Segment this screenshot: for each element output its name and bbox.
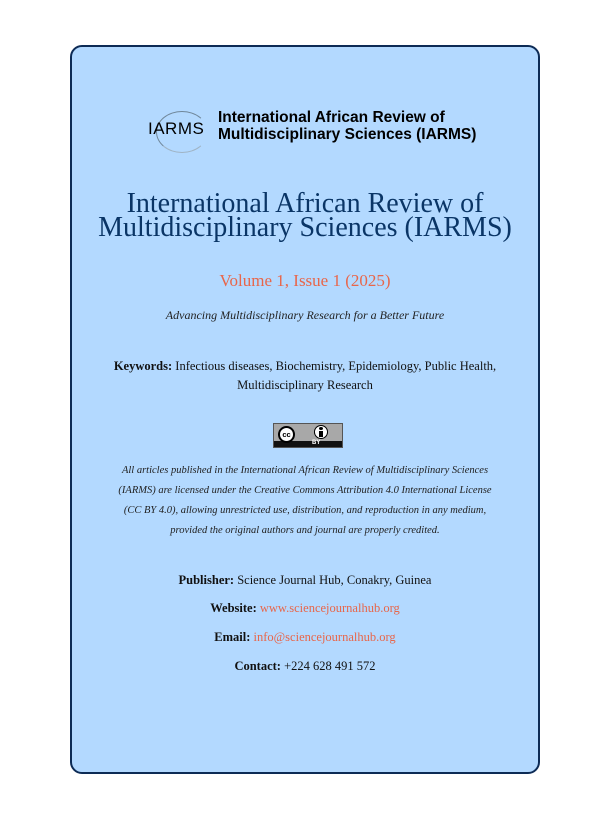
tagline: Advancing Multidisciplinary Research for a Better Future: [165, 308, 445, 322]
publisher: [72, 573, 538, 588]
license-line1: All articles published in the International African Review of Multidisciplinary Sciences: [121, 465, 489, 476]
publisher-value: Science Journal Hub, Conakry, Guinea: [237, 573, 432, 587]
license-statement: [82, 461, 528, 541]
logo-mark-text: IARMS: [148, 119, 205, 138]
attribution-icon-head: [319, 427, 323, 430]
license-line4: provided the original authors and journal are properly credited.: [170, 525, 440, 536]
keywords-line1: Infectious diseases, Biochemistry, Epidemiology, Public Health,: [175, 359, 497, 373]
cover-card: [70, 45, 540, 774]
attribution-icon-body: [319, 431, 323, 437]
journal-title-line1: International African Review of: [126, 188, 484, 219]
publisher-label: Publisher:: [178, 573, 235, 587]
keywords-line2: Multidisciplinary Research: [237, 378, 373, 392]
keywords-label: Keywords:: [113, 359, 173, 373]
logo-mark: [148, 111, 214, 143]
journal-logo: [148, 107, 488, 147]
website-label: Website:: [210, 601, 257, 615]
phone-value: +224 628 491 572: [284, 659, 376, 673]
logo-name-line1: International African Review of: [218, 109, 445, 126]
license-line3: (CC BY 4.0), allowing unrestricted use, distribution, and reproduction in any medium,: [123, 505, 487, 516]
email: [72, 630, 538, 645]
phone-contact: [72, 659, 538, 674]
email-link[interactable]: info@sciencejournalhub.org: [253, 630, 396, 644]
keywords: [92, 357, 518, 395]
email-label: Email:: [214, 630, 251, 644]
journal-title-line2: Multidisciplinary Sciences (IARMS): [98, 212, 512, 243]
volume-issue: Volume 1, Issue 1 (2025): [219, 271, 391, 290]
website-link[interactable]: www.sciencejournalhub.org: [259, 601, 400, 615]
website: [72, 601, 538, 616]
journal-title: [72, 188, 538, 243]
logo-name-line2: Multidisciplinary Sciences (IARMS): [218, 126, 477, 143]
attribution-icon: [314, 425, 328, 439]
phone-label: Contact:: [234, 659, 281, 673]
cc-by-label: BY: [312, 440, 321, 446]
logo-name: [218, 109, 476, 143]
cc-icon: cc: [278, 426, 295, 443]
license-line2: (IARMS) are licensed under the Creative Commons Attribution 4.0 International License: [118, 485, 492, 496]
cc-by-badge[interactable]: [273, 423, 343, 448]
